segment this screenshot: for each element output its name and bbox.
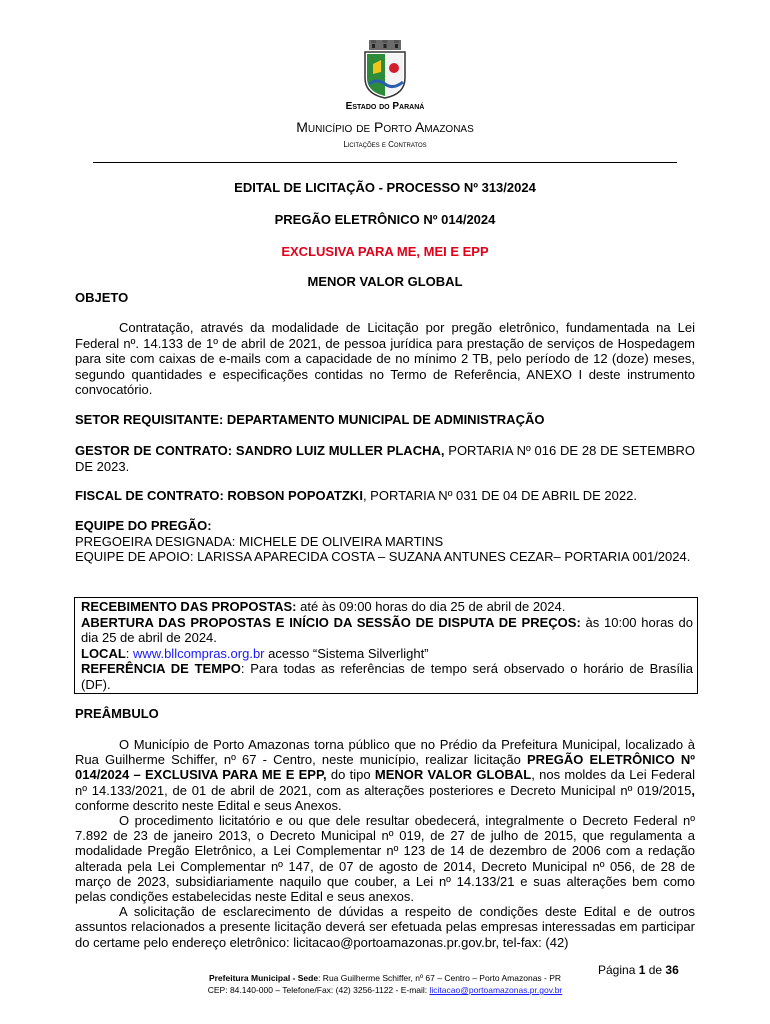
criterion-title: MENOR VALOR GLOBAL: [307, 274, 463, 289]
page-current: 1: [638, 963, 646, 977]
preambulo-p3: A solicitação de esclarecimento de dúvidas a respeito de condições deste Edital e de outros assuntos relacionados a presente licitação deverá ser efetuada pelas empresas interessadas em participar do certame pelo endereço eletrônico: licitacao@portoamazonas.pr.gov.br, tel-fax: (42): [75, 904, 695, 950]
page-total: 36: [665, 963, 679, 977]
p1-part-f: ,: [691, 782, 695, 798]
abertura-line: [81, 615, 693, 646]
proposals-info-box: [74, 597, 698, 694]
footer-email-link[interactable]: licitacao@portoamazonas.pr.gov.br: [429, 985, 563, 995]
fiscal-paragraph: [75, 488, 695, 504]
p1-part-g: conforme descrito neste Edital e seus Anexos.: [75, 797, 342, 813]
p1-part-c: do tipo: [326, 767, 375, 783]
bllcompras-link[interactable]: www.bllcompras.org.br: [133, 645, 265, 661]
apoio-line: EQUIPE DE APOIO: LARISSA APARECIDA COSTA – SUZANA ANTUNES CEZAR– PORTARIA 001/2024.: [75, 549, 691, 564]
footer-contact: [0, 985, 770, 995]
page-prefix: Página: [598, 963, 639, 977]
equipe-block: [75, 518, 695, 565]
ref-text: : Para todas as referências de tempo será observado o horário de Brasília (DF).: [81, 661, 693, 692]
footer-contact-text: CEP: 84.140-000 – Telefone/Fax: (42) 3256-1122 - E-mail:: [207, 985, 430, 995]
abertura-text: às 10:00 horas do dia 25 de abril de 2024.: [81, 614, 693, 645]
municipal-crest-icon: [359, 40, 411, 100]
footer-address-text: : Rua Guilherme Schiffer, nº 67 – Centro – Porto Amazonas - PR: [318, 973, 562, 983]
exclusive-title: EXCLUSIVA PARA ME, MEI E EPP: [281, 244, 489, 259]
gestor-label: GESTOR DE CONTRATO: SANDRO LUIZ MULLER PLACHA,: [75, 443, 445, 458]
recebimento-text: até às 09:00 horas do dia 25 de abril de 2024.: [296, 599, 566, 614]
p1-part-e: , nos moldes da Lei Federal nº 14.133/2021, de 01 de abril de 2021, com as alterações posteriores e Decreto Municipal nº 019/2015: [75, 767, 695, 798]
department-name: Licitações e Contratos: [343, 140, 427, 149]
ref-label: REFERÊNCIA DE TEMPO: [81, 661, 241, 676]
fiscal-rest: , PORTARIA Nº 031 DE 04 DE ABRIL DE 2022.: [362, 488, 637, 503]
footer-label: Prefeitura Municipal - Sede: [208, 973, 319, 983]
local-label: LOCAL: [81, 645, 126, 661]
pregoeira-line: PREGOEIRA DESIGNADA: MICHELE DE OLIVEIRA MARTINS: [75, 533, 444, 549]
setor-requisitante: SETOR REQUISITANTE: DEPARTAMENTO MUNICIPAL DE ADMINISTRAÇÃO: [75, 412, 545, 427]
preambulo-p1: [75, 737, 695, 813]
abertura-label: ABERTURA DAS PROPOSTAS E INÍCIO DA SESSÃO DE DISPUTA DE PREÇOS:: [81, 614, 581, 630]
preambulo-p2: O procedimento licitatório e ou que dele resultar obedecerá, integralmente o Decreto Federal nº 7.892 de 23 de janeiro 2013, o Decreto Municipal nº 019, de 27 de julho de 2015, que regulamenta a modalidade Pregão Eletrônico, a Lei Complementar nº 123 de 14 de dezembro de 2006 com a redação alterada pela Lei Complementar nº 147, de 07 de agosto de 2014, Decreto Municipal nº 056, de 28 de março de 2023, subsidiariamente naquilo que couber, a Lei nº 14.133/21 e suas alterações bem como pelas condições estabelecidas neste Edital e seus anexos.: [75, 813, 695, 905]
preambulo-heading: PREÂMBULO: [75, 706, 159, 721]
gestor-paragraph: [75, 443, 695, 474]
objeto-text: Contratação, através da modalidade de Licitação por pregão eletrônico, fundamentada na Lei Federal nº. 14.133 de 1º de abril de 2021, de pessoa jurídica para prestação de serviços de Hospedagem para site com caixas de e-mails com a capacidade de no mínimo 2 TB, pelo período de 12 (doze) meses, segundo quantidades e especificações contidas no Termo de Referência, ANEXO I deste instrumento convocatório.: [75, 320, 695, 397]
objeto-heading: OBJETO: [75, 290, 129, 305]
footer-address: [0, 973, 770, 983]
page-of: de: [645, 963, 666, 977]
preambulo-body: [75, 737, 695, 950]
ref-line: [81, 661, 693, 692]
p1-part-d: MENOR VALOR GLOBAL: [374, 767, 532, 783]
local-line: [81, 646, 693, 662]
recebimento-label: RECEBIMENTO DAS PROPOSTAS:: [81, 599, 297, 614]
edital-title: EDITAL DE LICITAÇÃO - PROCESSO Nº 313/2024: [234, 180, 536, 195]
equipe-heading: EQUIPE DO PREGÃO:: [75, 518, 212, 533]
fiscal-label: FISCAL DE CONTRATO: ROBSON POPOATZKI: [75, 488, 363, 503]
p1-part-b: PREGÃO ELETRÔNICO Nº 014/2024 – EXCLUSIVA PARA ME E EPP,: [75, 752, 695, 783]
local-text: acesso “Sistema Silverlight”: [264, 645, 429, 661]
state-name: Estado do Paraná: [345, 101, 425, 112]
header-divider: [93, 162, 677, 163]
municipality-name: Município de Porto Amazonas: [296, 119, 474, 135]
pregao-title: PREGÃO ELETRÔNICO Nº 014/2024: [274, 212, 496, 227]
recebimento-line: [81, 599, 693, 615]
local-sep: :: [125, 645, 134, 661]
gestor-rest: PORTARIA Nº 016 DE 28 DE SETEMBRO DE 2023.: [75, 443, 695, 474]
p1-part-a: O Município de Porto Amazonas torna público que no Prédio da Prefeitura Municipal, localizado à Rua Guilherme Schiffer, nº 67 - Centro, neste município, realizar licitação: [75, 737, 695, 768]
